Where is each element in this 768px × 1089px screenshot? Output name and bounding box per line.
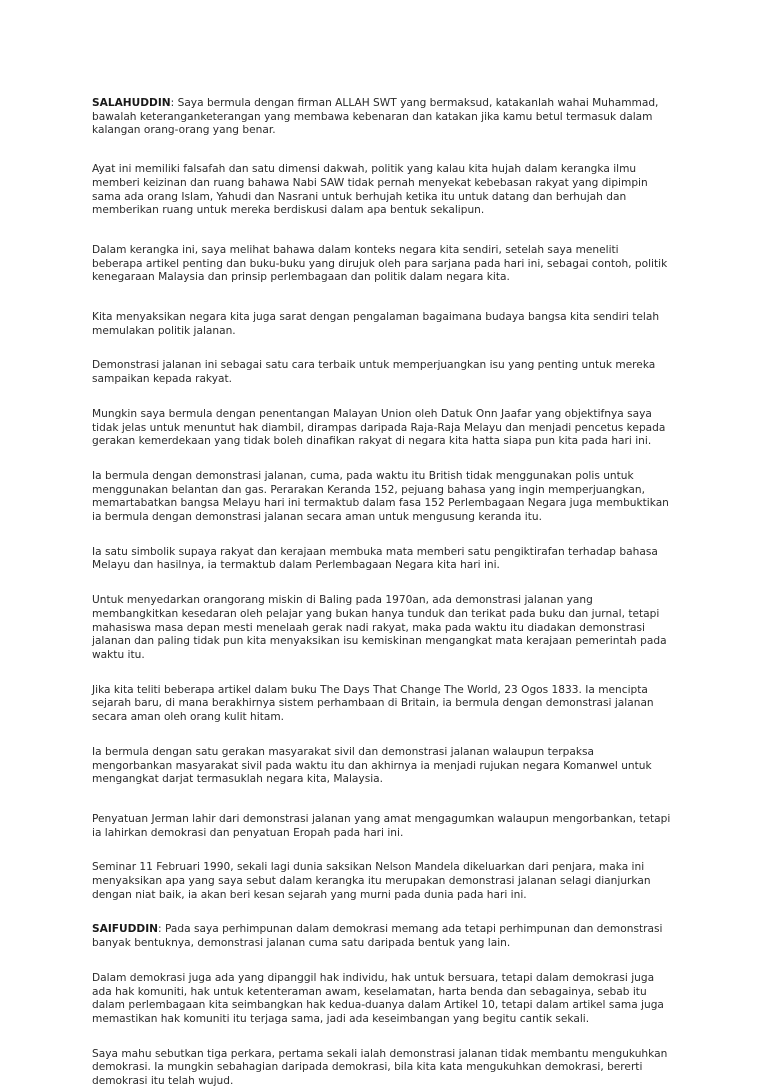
paragraph-text: Ia bermula dengan demonstrasi jalanan, cuma, pada waktu itu British tidak menggunakan polis untuk menggunakan belantan dan gas. Perarakan Keranda 152, pejuang bahasa yang ingin memperjuangkan, memartabatkan bangsa Melayu hari ini termaktub dalam fasa 152 Perlembagaan Negara juga membuktikan ia bermula dengan demonstrasi jalanan secara aman untuk mengusung keranda itu. <box>92 469 669 524</box>
article-body <box>92 97 672 1089</box>
paragraph-text: Dalam demokrasi juga ada yang dipanggil hak individu, hak untuk bersuara, tetapi dalam demokrasi juga ada hak komuniti, hak untuk ketenteraman awam, keselamatan, harta benda dan sebagainya, sebab itu dalam perlembagaan kita seimbangkan hak kedua-duanya dalam Artikel 10, tetapi dalam artikel sama juga memastikan hak komuniti itu terjaga sama, jadi ada keseimbangan yang begitu cantik sekali. <box>92 971 664 1025</box>
paragraph-7 <box>92 470 672 525</box>
paragraph-text: : Pada saya perhimpunan dalam demokrasi memang ada tetapi perhimpunan dan demonstrasi banyak bentuknya, demonstrasi jalanan cuma satu daripada bentuk yang lain. <box>92 923 663 950</box>
paragraph-16 <box>92 1048 672 1089</box>
paragraph-text: Ia bermula dengan satu gerakan masyarakat sivil dan demonstrasi jalanan walaupun terpaksa mengorbankan masyarakat sivil pada waktu itu dan akhirnya ia menjadi rujukan negara Komanwel untuk mengangkat darjat termasuklah negara kita, Malaysia. <box>92 745 652 786</box>
paragraph-12 <box>92 813 672 840</box>
paragraph-3 <box>92 244 672 285</box>
speaker-label: SAIFUDDIN <box>92 923 159 936</box>
paragraph-2 <box>92 163 672 218</box>
paragraph-8 <box>92 546 672 573</box>
paragraph-text: Kita menyaksikan negara kita juga sarat dengan pengalaman bagaimana budaya bangsa kita sendiri telah memulakan politik jalanan. <box>92 311 660 337</box>
paragraph-text: Ia satu simbolik supaya rakyat dan kerajaan membuka mata memberi satu pengiktirafan terhadap bahasa Melayu dan hasilnya, ia termaktub dalam Perlembagaan Negara kita hari ini. <box>92 545 658 572</box>
paragraph-14 <box>92 923 672 950</box>
paragraph-text: Penyatuan Jerman lahir dari demonstrasi jalanan yang amat mengagumkan walaupun mengorbankan, tetapi ia lahirkan demokrasi dan penyatuan Eropah pada hari ini. <box>92 812 671 839</box>
paragraph-10 <box>92 684 672 725</box>
paragraph-6 <box>92 408 672 449</box>
paragraph-text: Saya mahu sebutkan tiga perkara, pertama sekali ialah demonstrasi jalanan tidak membantu mengukuhkan demokrasi. Ia mungkin sebahagian daripada demokrasi, bila kita kata mengukuhkan demokrasi, bererti demokrasi itu telah wujud. <box>92 1047 668 1088</box>
paragraph-text: Seminar 11 Februari 1990, sekali lagi dunia saksikan Nelson Mandela dikeluarkan dari penjara, maka ini menyaksikan apa yang saya sebut dalam kerangka itu merupakan demonstrasi jalanan selagi dianjurkan dengan niat baik, ia akan beri kesan sejarah yang murni pada dunia pada hari ini. <box>92 861 651 901</box>
paragraph-text: Ayat ini memiliki falsafah dan satu dimensi dakwah, politik yang kalau kita hujah dalam kerangka ilmu memberi keizinan dan ruang bahawa Nabi SAW tidak pernah menyekat kebebasan rakyat yang dipimpin sama ada orang Islam, Yahudi dan Nasrani untuk berhujah ketika itu untuk datang dan berhujah dan memberikan ruang untuk mereka berdiskusi dalam apa bentuk sekalipun. <box>92 163 648 217</box>
paragraph-text: Mungkin saya bermula dengan penentangan Malayan Union oleh Datuk Onn Jaafar yang objektifnya saya tidak jelas untuk menuntut hak diambil, dirampas daripada Raja-Raja Melayu dan menjadi pencetus kepada gerakan kemerdekaan yang tidak boleh dinafikan rakyat di negara kita hatta siapa pun kita pada hari ini. <box>92 407 666 448</box>
paragraph-text: Untuk menyedarkan orangorang miskin di Baling pada 1970an, ada demonstrasi jalanan yang membangkitkan kesedaran oleh pelajar yang bukan hanya tunduk dan terikat pada buku dan jurnal, tetapi mahasiswa masa depan mesti menelaah gerak nadi rakyat, maka pada waktu itu diadakan demonstrasi jalanan dan paling tidak pun kita menyaksikan isu kemiskinan mengangkat mata kerajaan pemerintah pada waktu itu. <box>92 594 667 661</box>
speaker-label: SALAHUDDIN <box>92 97 171 109</box>
paragraph-5 <box>92 359 672 386</box>
paragraph-text: Jika kita teliti beberapa artikel dalam buku The Days That Change The World, 23 Ogos 1833. Ia mencipta sejarah baru, di mana berakhirnya sistem perhambaan di Britain, ia bermula dengan demonstrasi jalanan secara aman oleh orang kulit hitam. <box>92 683 654 724</box>
paragraph-text: Dalam kerangka ini, saya melihat bahawa dalam konteks negara kita sendiri, setelah saya meneliti beberapa artikel penting dan buku-buku yang dirujuk oleh para sarjana pada hari ini, sebagai contoh, politik kenegaraan Malaysia dan prinsip perlembagaan dan politik dalam negara kita. <box>92 243 668 284</box>
paragraph-text: : Saya bermula dengan firman ALLAH SWT yang bermaksud, katakanlah wahai Muhammad, bawalah keteranganketerangan yang membawa kebenaran dan katakan jika kamu betul termasuk dalam kalangan orang-orang yang benar. <box>92 97 659 137</box>
paragraph-text: Demonstrasi jalanan ini sebagai satu cara terbaik untuk memperjuangkan isu yang penting untuk mereka sampaikan kepada rakyat. <box>92 359 656 386</box>
paragraph-1 <box>92 97 672 138</box>
paragraph-15 <box>92 972 672 1027</box>
paragraph-9 <box>92 594 672 663</box>
paragraph-4 <box>92 311 672 338</box>
paragraph-11 <box>92 746 672 787</box>
paragraph-13 <box>92 861 672 902</box>
